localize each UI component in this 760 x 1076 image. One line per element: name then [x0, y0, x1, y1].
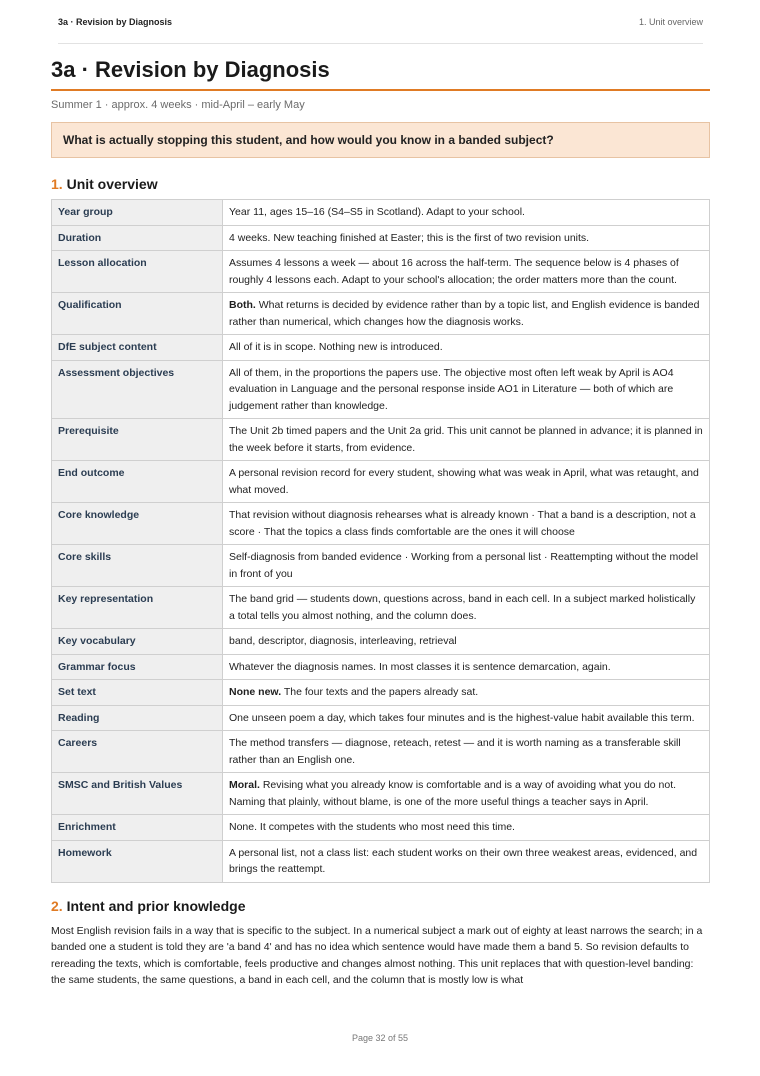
section-title: Intent and prior knowledge	[66, 897, 246, 914]
row-label: Lesson allocation	[52, 251, 223, 293]
row-value	[223, 461, 710, 503]
row-value-text: What returns is decided by evidence rather than by a topic list, and English evidence is banded rather than numerical, which changes how the diagnosis works.	[229, 299, 700, 328]
row-value	[223, 225, 710, 251]
row-value	[223, 360, 710, 419]
row-value-text: The method transfers — diagnose, reteach, retest — and it is worth naming as a transferable skill rather than an English one.	[229, 737, 681, 766]
row-value-text: All of them, in the proportions the papers use. The objective most often left weak by April is AO4 evaluation in Language and the personal response inside AO1 in Literature — both of which are judgement rather than knowledge.	[229, 366, 674, 412]
row-value-text: None. It competes with the students who most need this time.	[229, 821, 515, 833]
row-value	[223, 335, 710, 361]
unit-overview-table-body	[52, 200, 710, 883]
row-value	[223, 654, 710, 680]
row-value-text: A personal list, not a class list: each student works on their own three weakest areas, evidenced, and brings the reattempt.	[229, 846, 698, 875]
row-value-text: Year 11, ages 15–16 (S4–S5 in Scotland). Adapt to your school.	[229, 206, 525, 218]
row-label: Core skills	[52, 545, 223, 587]
row-value	[223, 840, 710, 882]
row-value	[223, 705, 710, 731]
running-header	[58, 0, 703, 44]
row-value-lead: Both.	[229, 299, 256, 311]
table-row	[52, 629, 710, 655]
row-value-text: The band grid — students down, questions across, band in each cell. In a subject marked holistically a total tells you almost nothing, and the column does.	[229, 593, 696, 622]
row-value-text: A personal revision record for every student, showing what was weak in April, what was retaught, and what moved.	[229, 467, 699, 496]
row-label: SMSC and British Values	[52, 773, 223, 815]
table-row	[52, 251, 710, 293]
row-value-lead: None new.	[229, 686, 282, 698]
running-header-title: 3a · Revision by Diagnosis	[58, 16, 173, 27]
table-row	[52, 293, 710, 335]
row-value-text: That revision without diagnosis rehearses what is already known · That a band is a description, not a score · That the topics a class finds comfortable are the ones it will choose	[229, 509, 696, 538]
table-row	[52, 840, 710, 882]
table-row	[52, 419, 710, 461]
table-row	[52, 545, 710, 587]
row-value	[223, 773, 710, 815]
page-number: Page 32 of 55	[351, 1033, 409, 1043]
table-row	[52, 654, 710, 680]
row-label: Set text	[52, 680, 223, 706]
section-heading-intent	[51, 897, 710, 915]
table-row	[52, 587, 710, 629]
row-label: Enrichment	[52, 815, 223, 841]
page-subtitle: Summer 1 · approx. 4 weeks · mid-April – early May	[51, 99, 305, 111]
row-value	[223, 680, 710, 706]
document-page	[51, 0, 710, 999]
row-value	[223, 731, 710, 773]
unit-overview-table	[51, 199, 710, 883]
row-value	[223, 251, 710, 293]
row-value-text: band, descriptor, diagnosis, interleaving, retrieval	[229, 635, 457, 647]
row-label: End outcome	[52, 461, 223, 503]
row-value	[223, 503, 710, 545]
table-row	[52, 815, 710, 841]
section-number: 2.	[51, 897, 63, 914]
row-value	[223, 419, 710, 461]
row-value-text: One unseen poem a day, which takes four minutes and is the highest-value habit available this term.	[229, 711, 695, 724]
section-heading-unit-overview	[51, 175, 710, 193]
row-label: Duration	[52, 225, 223, 251]
table-row	[52, 461, 710, 503]
row-label: Year group	[52, 200, 223, 226]
row-value-text: Assumes 4 lessons a week — about 16 across the half-term. The sequence below is 4 phases of roughly 4 lessons each. Adapt to your school's allocation; the order matters more than the count.	[229, 257, 679, 286]
row-value-text: Revising what you already know is comfortable and is a way of avoiding what you do not. Naming that plainly, without blame, is one of the more useful things a teacher says in April.	[229, 779, 677, 808]
table-row	[52, 773, 710, 815]
row-value-lead: Moral.	[229, 779, 260, 791]
row-value	[223, 293, 710, 335]
key-question-callout: What is actually stopping this student, and how would you know in a banded subject?	[51, 122, 710, 158]
row-value	[223, 815, 710, 841]
row-label: DfE subject content	[52, 335, 223, 361]
row-value	[223, 200, 710, 226]
row-value-text: The four texts and the papers already sat.	[281, 686, 479, 698]
row-value-text: The Unit 2b timed papers and the Unit 2a grid. This unit cannot be planned in advance; it is planned in the week before it starts, from evidence.	[229, 425, 703, 454]
table-row	[52, 680, 710, 706]
table-row	[52, 731, 710, 773]
row-label: Key vocabulary	[52, 629, 223, 655]
row-label: Qualification	[52, 293, 223, 335]
row-label: Prerequisite	[52, 419, 223, 461]
row-label: Careers	[52, 731, 223, 773]
title-divider	[51, 89, 710, 91]
section-title: Unit overview	[66, 176, 158, 192]
row-value-text: Self-diagnosis from banded evidence · Working from a personal list · Reattempting without the model in front of you	[229, 551, 699, 580]
row-value	[223, 545, 710, 587]
row-label: Core knowledge	[52, 503, 223, 545]
running-header-section: 1. Unit overview	[638, 16, 703, 27]
table-row	[52, 225, 710, 251]
row-value-text: All of it is in scope. Nothing new is introduced.	[229, 341, 443, 353]
row-label: Grammar focus	[52, 654, 223, 680]
row-label: Key representation	[52, 587, 223, 629]
table-row	[52, 360, 710, 419]
table-row	[52, 335, 710, 361]
table-row	[52, 503, 710, 545]
table-row	[52, 705, 710, 731]
row-value	[223, 587, 710, 629]
row-value-text: 4 weeks. New teaching finished at Easter; this is the first of two revision units.	[229, 231, 590, 244]
section-number: 1.	[51, 176, 63, 192]
row-label: Reading	[52, 705, 223, 731]
intent-paragraph: Most English revision fails in a way that is specific to the subject. In a numerical subject a mark out of eighty at least narrows the search; in a banded one a student is told they are 'a band 4' and has no idea which sentence would have made them a band 5. So revision defaults to rereading the texts, which is comfortable, feels productive and changes almost nothing. This unit replaces that with question-level banding: the same students, the same questions, a band in each cell, and the column that is mostly low is what	[51, 924, 703, 986]
page-title: 3a · Revision by Diagnosis	[51, 57, 330, 82]
table-row	[52, 200, 710, 226]
row-label: Homework	[52, 840, 223, 882]
row-value	[223, 629, 710, 655]
row-label: Assessment objectives	[52, 360, 223, 419]
row-value-text: Whatever the diagnosis names. In most classes it is sentence demarcation, again.	[229, 660, 611, 673]
